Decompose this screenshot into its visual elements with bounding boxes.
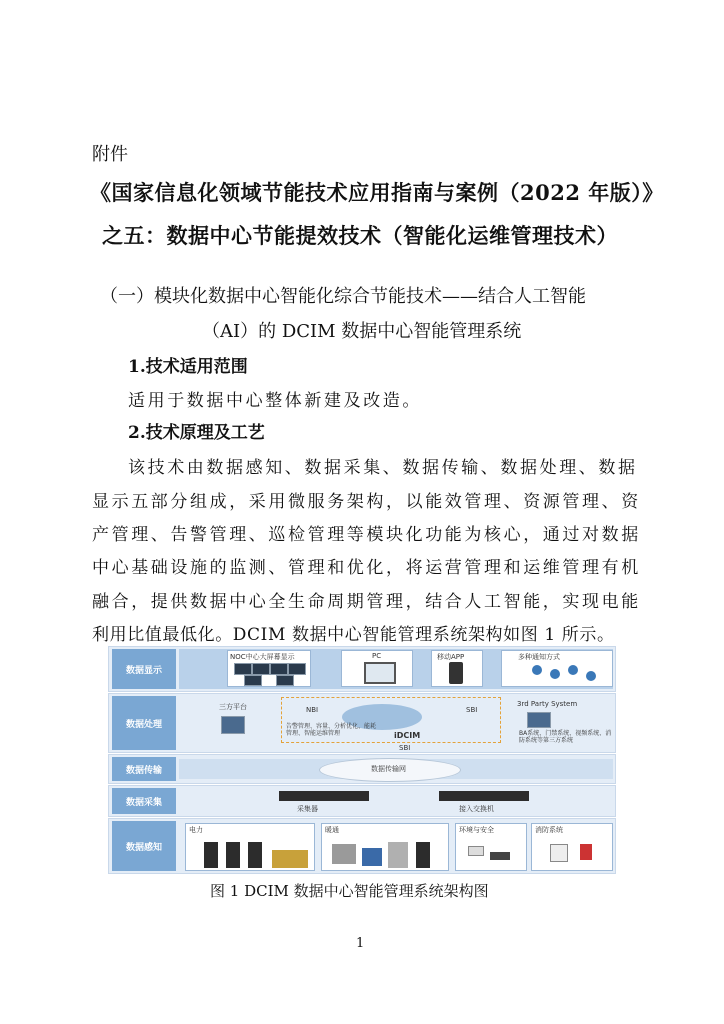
idcim-core-frame <box>281 697 501 743</box>
pc-label: PC <box>372 652 382 660</box>
body-line: 利用比值最低化。DCIM 数据中心智能管理系统架构如图 1 所示。 <box>92 625 615 645</box>
body-line: 显示五部分组成，采用微服务架构，以能效管理、资源管理、资 <box>92 492 641 512</box>
monitor-icon <box>276 675 294 686</box>
fire-panel-icon <box>550 844 568 862</box>
cabinet-icon <box>204 842 218 868</box>
notification-label: 多种通知方式 <box>518 653 560 661</box>
body-line: 产管理、告警管理、巡检管理等模块化功能为核心，通过对数据 <box>92 525 641 545</box>
document-title-line-1: 《国家信息化领域节能技术应用指南与案例（2022 年版）》 <box>90 180 664 205</box>
switch-label: 接入交换机 <box>459 805 494 813</box>
sbi-right-label: SBI <box>466 706 478 714</box>
layer-sensing-row <box>108 818 616 874</box>
environment-security-group <box>455 823 527 871</box>
document-title-line-2: 之五：数据中心节能提效技术（智能化运维管理技术） <box>102 223 618 248</box>
layer-label-processing: 数据处理 <box>112 696 176 750</box>
idcim-label: iDCIM <box>394 731 421 740</box>
environment-label: 环境与安全 <box>459 826 494 834</box>
layer-processing-row <box>108 693 616 753</box>
sbi-bottom-label: SBI <box>399 744 411 752</box>
attachment-label: 附件 <box>92 144 128 165</box>
fire-protection-group <box>531 823 613 871</box>
chiller-icon <box>332 844 356 864</box>
noc-label: NOC中心大屏幕显示 <box>230 653 295 661</box>
camera-icon <box>490 852 510 860</box>
notification-box <box>501 650 613 687</box>
paragraph-scope: 适用于数据中心整体新建及改造。 <box>128 391 422 411</box>
monitor-icon <box>234 663 252 675</box>
monitor-icon <box>252 663 270 675</box>
page-number: 1 <box>356 936 365 951</box>
switch-device-icon <box>439 791 529 801</box>
app-label: 移动APP <box>437 653 465 661</box>
server-icon <box>527 712 551 728</box>
heading-principle: 2.技术原理及工艺 <box>128 423 265 443</box>
body-line: 融合，提供数据中心全生命周期管理，结合人工智能，实现电能 <box>92 592 641 612</box>
mobile-app-box <box>431 650 483 687</box>
power-group <box>185 823 315 871</box>
network-label: 数据传输网 <box>371 765 406 773</box>
body-line: 中心基础设施的监测、管理和优化，将运营管理和运维管理有机 <box>92 558 641 578</box>
third-platform-label: 三方平台 <box>219 703 247 711</box>
layer-display-row <box>108 646 616 692</box>
monitor-icon <box>270 663 288 675</box>
section-title-line-1: （一）模块化数据中心智能化综合节能技术——结合人工智能 <box>100 286 586 307</box>
alarm-icon <box>580 844 592 860</box>
phone-icon <box>449 662 463 684</box>
fire-label: 消防系统 <box>535 826 563 834</box>
generator-icon <box>272 850 308 868</box>
cabinet-icon <box>226 842 240 868</box>
hvac-label: 暖通 <box>325 826 339 834</box>
layer-label-sensing: 数据感知 <box>112 821 176 871</box>
features-label: 告警管理、容量、分析优化、能耗管理、智能运维管理 <box>286 723 377 737</box>
noc-display-box <box>227 650 311 687</box>
heading-scope: 1.技术适用范围 <box>128 357 248 377</box>
nbi-label: NBI <box>306 706 319 714</box>
pc-monitor-icon <box>364 662 396 684</box>
notify-icon <box>586 671 596 681</box>
section-title-line-2: （AI）的 DCIM 数据中心智能管理系统 <box>202 321 522 342</box>
figure-caption: 图 1 DCIM 数据中心智能管理系统架构图 <box>210 882 489 900</box>
monitor-icon <box>244 675 262 686</box>
monitor-icon <box>288 663 306 675</box>
layer-label-display: 数据显示 <box>112 649 176 689</box>
body-line: 该技术由数据感知、数据采集、数据传输、数据处理、数据 <box>128 458 638 478</box>
cabinet-icon <box>248 842 262 868</box>
power-label: 电力 <box>189 826 203 834</box>
hvac-group <box>321 823 449 871</box>
cabinet-icon <box>416 842 430 868</box>
notify-icon <box>568 665 578 675</box>
pc-box <box>341 650 413 687</box>
layer-label-collection: 数据采集 <box>112 788 176 814</box>
third-party-desc: BA系统、门禁系统、视频系统、消防系统等第三方系统 <box>519 730 612 744</box>
third-party-label: 3rd Party System <box>517 700 578 708</box>
layer-transmission-row <box>108 754 616 784</box>
sensor-icon <box>468 846 484 856</box>
collector-label: 采集器 <box>297 805 318 813</box>
pump-icon <box>362 848 382 866</box>
dcim-architecture-diagram <box>108 646 616 876</box>
notify-icon <box>532 665 542 675</box>
collector-device-icon <box>279 791 369 801</box>
server-icon <box>221 716 245 734</box>
layer-label-transmission: 数据传输 <box>112 757 176 781</box>
notify-icon <box>550 669 560 679</box>
layer-collection-row <box>108 785 616 817</box>
ac-unit-icon <box>388 842 408 868</box>
